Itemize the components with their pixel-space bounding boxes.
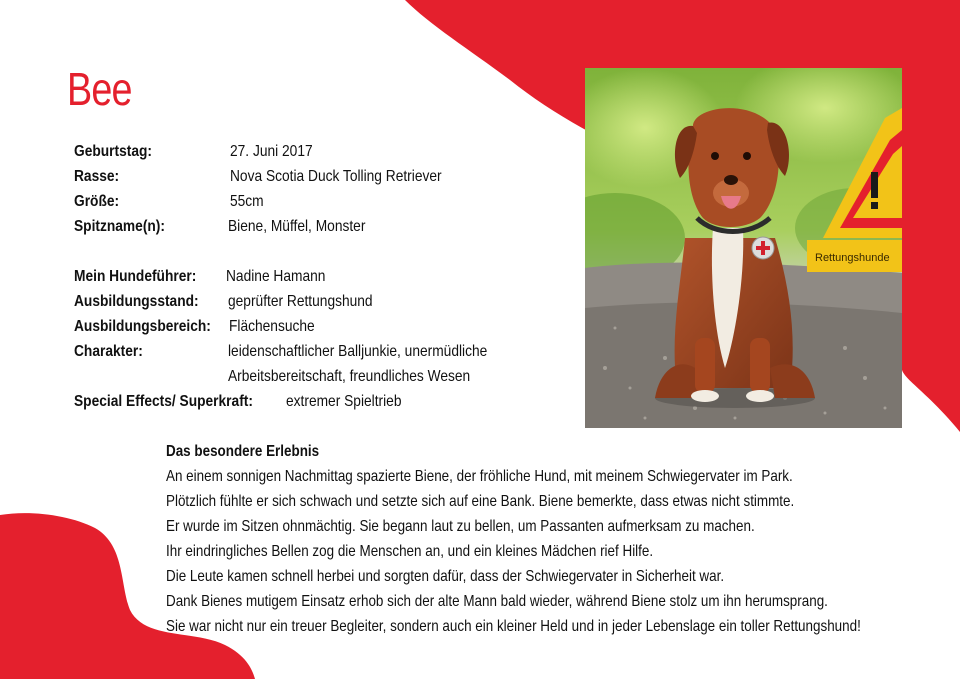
- fact-value: 27. Juni 2017: [230, 143, 313, 160]
- fact-size: [74, 189, 574, 214]
- fact-label: Ausbildungsbereich:: [74, 318, 211, 335]
- fact-value: extremer Spieltrieb: [286, 393, 402, 410]
- dog-photo: [585, 68, 902, 428]
- fact-label: Ausbildungsstand:: [74, 293, 199, 310]
- spacer: [74, 239, 574, 264]
- story-line: Plötzlich fühlte er sich schwach und setzte sich auf eine Bank. Biene bemerkte, dass etwas nicht stimmte.: [166, 493, 795, 510]
- fact-superpower: [74, 389, 574, 414]
- sign-text: Rettungshunde: [815, 252, 890, 264]
- fact-value: leidenschaftlicher Balljunkie, unermüdliche: [228, 343, 488, 360]
- fact-training-level: [74, 289, 574, 314]
- story-line: Dank Bienes mutigem Einsatz erhob sich der alte Mann bald wieder, während Biene stolz um ihn herumsprang.: [166, 593, 828, 610]
- dog-facts: [74, 139, 574, 414]
- fact-birthday: [74, 139, 574, 164]
- fact-label: Special Effects/ Superkraft:: [74, 393, 253, 410]
- fact-training-area: [74, 314, 574, 339]
- fact-value: Flächensuche: [229, 318, 315, 335]
- fact-label: Größe:: [74, 193, 120, 210]
- fact-value: geprüfter Rettungshund: [228, 293, 373, 310]
- fact-label: Mein Hundeführer:: [74, 268, 197, 285]
- fact-character-continued: [74, 364, 574, 389]
- story-section: [166, 439, 956, 639]
- fact-label: Spitzname(n):: [74, 218, 165, 235]
- story-line: An einem sonnigen Nachmittag spazierte Biene, der fröhliche Hund, mit meinem Schwiegervater im Park.: [166, 468, 793, 485]
- story-line: Er wurde im Sitzen ohnmächtig. Sie begann laut zu bellen, um Passanten aufmerksam zu machen.: [166, 518, 755, 535]
- story-line: Ihr eindringliches Bellen zog die Menschen an, und ein kleines Mädchen rief Hilfe.: [166, 543, 654, 560]
- fact-label: Rasse:: [74, 168, 120, 185]
- fact-value: 55cm: [230, 193, 264, 210]
- fact-breed: [74, 164, 574, 189]
- fact-character: [74, 339, 574, 364]
- fact-value: Nova Scotia Duck Tolling Retriever: [230, 168, 442, 185]
- story-line: Die Leute kamen schnell herbei und sorgten dafür, dass der Schwiegervater in Sicherheit war.: [166, 568, 725, 585]
- story-line: Sie war nicht nur ein treuer Begleiter, sondern auch ein kleiner Held und in jeder Lebenslage ein toller Rettungshund!: [166, 618, 861, 635]
- fact-label: Geburtstag:: [74, 143, 152, 160]
- story-heading: Das besondere Erlebnis: [166, 443, 320, 460]
- fact-nicknames: [74, 214, 574, 239]
- fact-label: Charakter:: [74, 343, 143, 360]
- fact-handler: [74, 264, 574, 289]
- dog-name-title: Bee: [67, 63, 132, 115]
- fact-value: Nadine Hamann: [226, 268, 326, 285]
- fact-value: Biene, Müffel, Monster: [228, 218, 366, 235]
- fact-value: Arbeitsbereitschaft, freundliches Wesen: [228, 368, 471, 385]
